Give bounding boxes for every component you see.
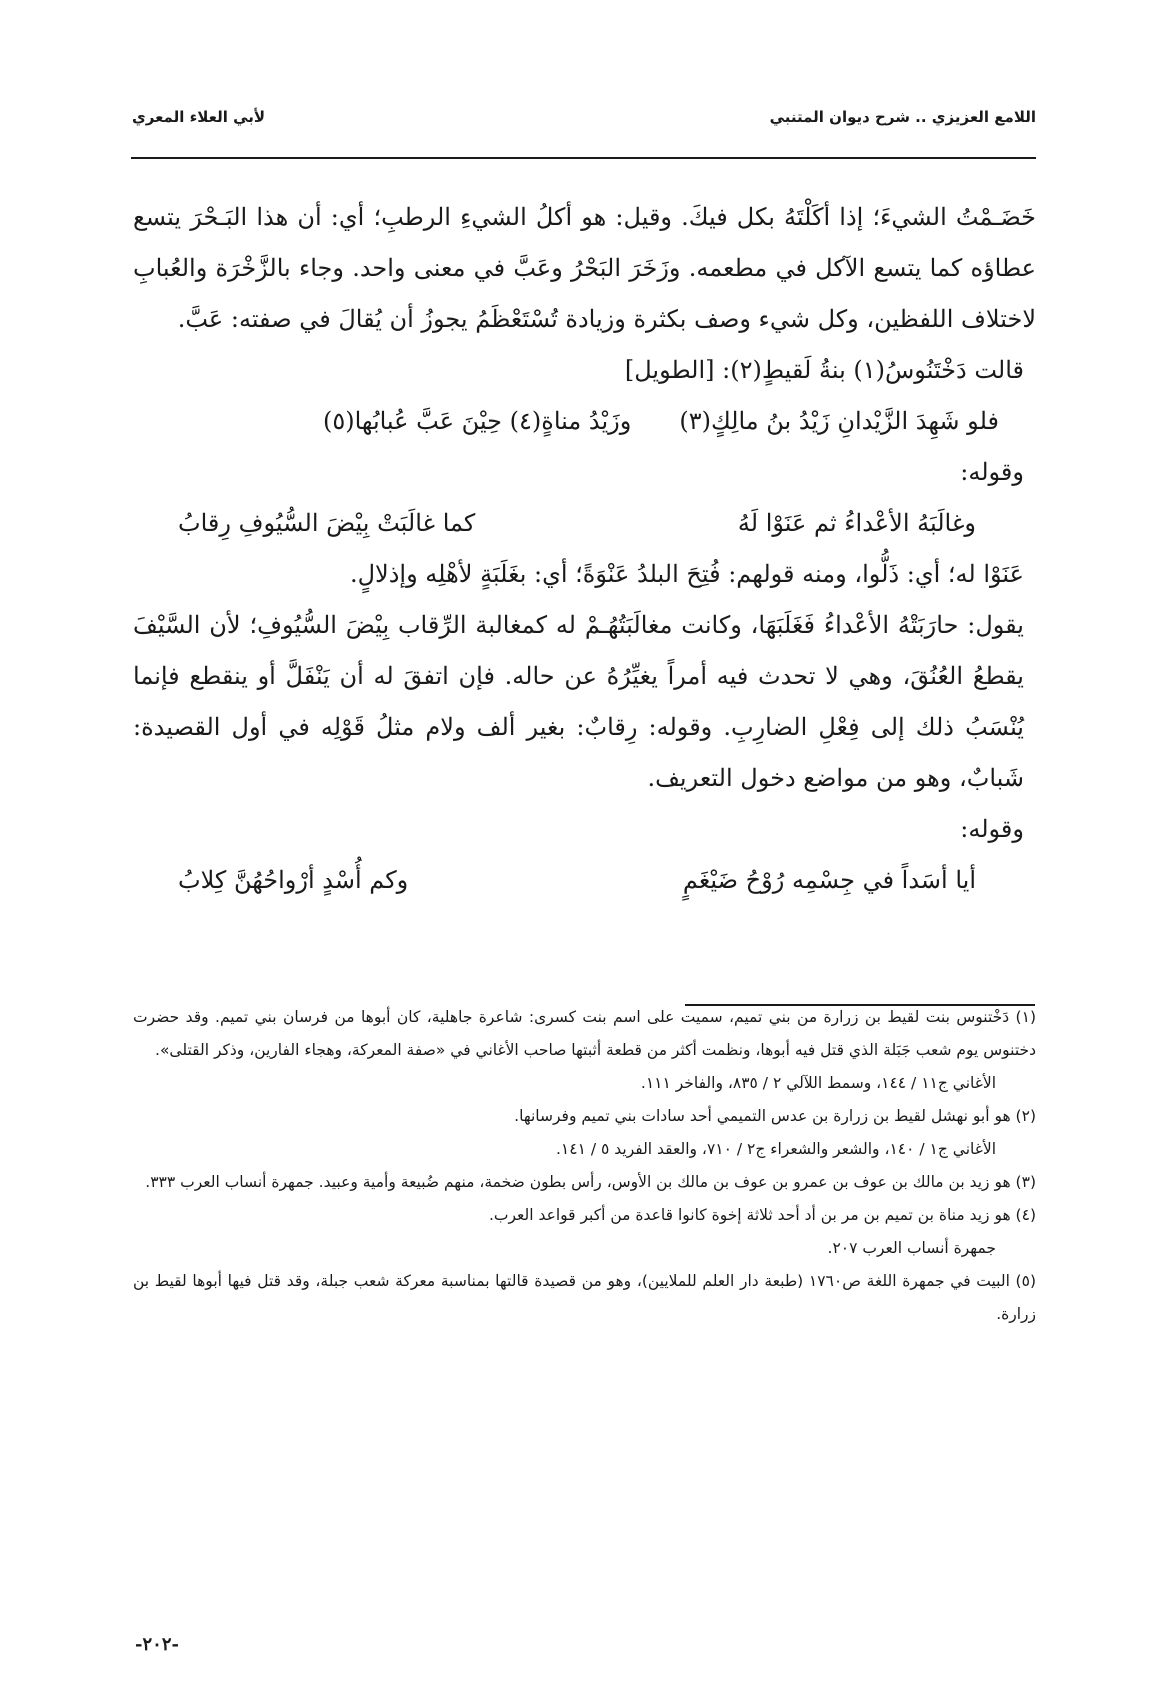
header-author: لأبي العلاء المعري xyxy=(132,108,266,126)
paragraph-2: عَنَوْا له؛ أي: ذَلُّوا، ومنه قولهم: فُتِحَ البلدُ عَنْوَةً؛ أي: بغَلَبَةٍ لأهْلِه وإذلالٍ. xyxy=(349,560,1024,588)
header-book-title: اللامع العزيزي .. شرح ديوان المتنبي xyxy=(769,108,1036,126)
verse-2-second-hemistich: كما غالَبَتْ بِيْضَ السُّيُوفِ رِقابُ xyxy=(178,509,476,537)
footnotes xyxy=(133,1001,1036,1331)
footnote-3: (٣) هو زيد بن مالك بن عوف بن عمرو بن عوف بن مالك بن الأوس، رأس بطون ضخمة، منهم ضُبيعة وأمية وعبيد. جمهرة أنساب العرب ٣٣٣. xyxy=(145,1173,1036,1191)
page-number: -٢٠٢- xyxy=(135,1634,179,1655)
verse-1-first-hemistich: فلو شَهِدَ الزَّيْدانِ زَيْدُ بنُ مالِكٍ(٣) xyxy=(679,407,999,435)
footnote-1: (١) دَخْتنوس بنت لقيط بن زرارة من بني تميم، سميت على اسم بنت كسرى: شاعرة جاهلية، كان أبوها من فرسان بني تميم. وقد حضرت دختنوس يوم شعب جَبَلة الذي قتل فيه أبوها، ونظمت أكثر من قطعة أثبتها صاحب الأغاني في «صفة المعركة، وهجاء الفارين، وذكر القتلى». xyxy=(133,1008,1036,1059)
verse-3-second-hemistich: وكم أُسْدٍ أرْواحُهُنَّ كِلابُ xyxy=(178,866,409,894)
footnote-4-references: جمهرة أنساب العرب ٢٠٧. xyxy=(827,1239,996,1257)
footnote-2: (٢) هو أبو نهشل لقيط بن زرارة بن عدس التميمي أحد سادات بني تميم وفرسانها. xyxy=(514,1107,1036,1125)
verse-1 xyxy=(133,396,1036,447)
quote-intro-1: وقوله: xyxy=(960,458,1024,486)
footnote-2-references: الأغاني ج١ / ١٤٠، والشعر والشعراء ج٢ / ٧١٠، والعقد الفريد ٥ / ١٤١. xyxy=(555,1140,996,1158)
verse-2-first-hemistich: وغالَبَهُ الأعْداءُ ثم عَنَوْا لَهُ xyxy=(737,509,976,537)
quote-intro-2: وقوله: xyxy=(960,815,1024,843)
verse-intro: قالت دَخْتَنُوسُ(١) بنةُ لَقيطٍ(٢): [الطويل] xyxy=(624,356,1024,384)
verse-3 xyxy=(133,855,1036,906)
footnote-1-references: الأغاني ج١١ / ١٤٤، وسمط اللآلي ٢ / ٨٣٥، والفاخر ١١١. xyxy=(640,1074,996,1092)
header-rule xyxy=(131,157,1036,159)
main-text xyxy=(133,192,1036,906)
footnote-4: (٤) هو زيد مناة بن تميم بن مر بن أد أحد ثلاثة إخوة كانوا قاعدة من أكبر قواعد العرب. xyxy=(488,1206,1036,1224)
verse-2 xyxy=(133,498,1036,549)
verse-1-second-hemistich: وزَيْدُ مناةٍ(٤) حِيْنَ عَبَّ عُبابُها(٥) xyxy=(322,407,632,435)
verse-3-first-hemistich: أيا أسَداً في جِسْمِه رُوْحُ ضَيْغَمٍ xyxy=(682,866,976,894)
paragraph-1: خَضَـمْتُ الشيءَ؛ إذا أكَلْتَهُ بكل فيكَ. وقيل: هو أكلُ الشيءِ الرطبِ؛ أي: أن هذا البَـحْرَ يتسع عطاؤه كما يتسع الآكل في مطعمه. وزَخَرَ البَحْرُ وعَبَّ في معنى واحد. وجاء بالزَّخْرَة والعُبابِ لاختلاف اللفظين، وكل شيء وصف بكثرة وزيادة تُسْتَعْظَمُ يجوزُ أن يُقالَ في صفته: عَبَّ. xyxy=(133,203,1036,333)
paragraph-3: يقول: حارَبَتْهُ الأعْداءُ فَغَلَبَهَا، وكانت مغالَبَتُهُـمْ له كمغالبة الرِّقاب بِيْضَ السُّيُوفِ؛ لأن السَّيْفَ يقطعُ العُنُقَ، وهي لا تحدث فيه أمراً يغيِّرُهُ عن حاله. فإن اتفقَ له أن يَنْفَلَّ أو ينقطع فإنما يُنْسَبُ ذلك إلى فِعْلِ الضارِبِ. وقوله: رِقابٌ: بغير ألف ولام مثلُ قَوْلِه في أول القصيدة: شَبابٌ، وهو من مواضع دخول التعريف. xyxy=(133,611,1024,792)
footnote-5: (٥) البيت في جمهرة اللغة ص١٧٦٠ (طبعة دار العلم للملايين)، وهو من قصيدة قالتها بمناسبة معركة شعب جبلة، وقد قتل فيها أبوها لقيط بن زرارة. xyxy=(133,1272,1036,1323)
